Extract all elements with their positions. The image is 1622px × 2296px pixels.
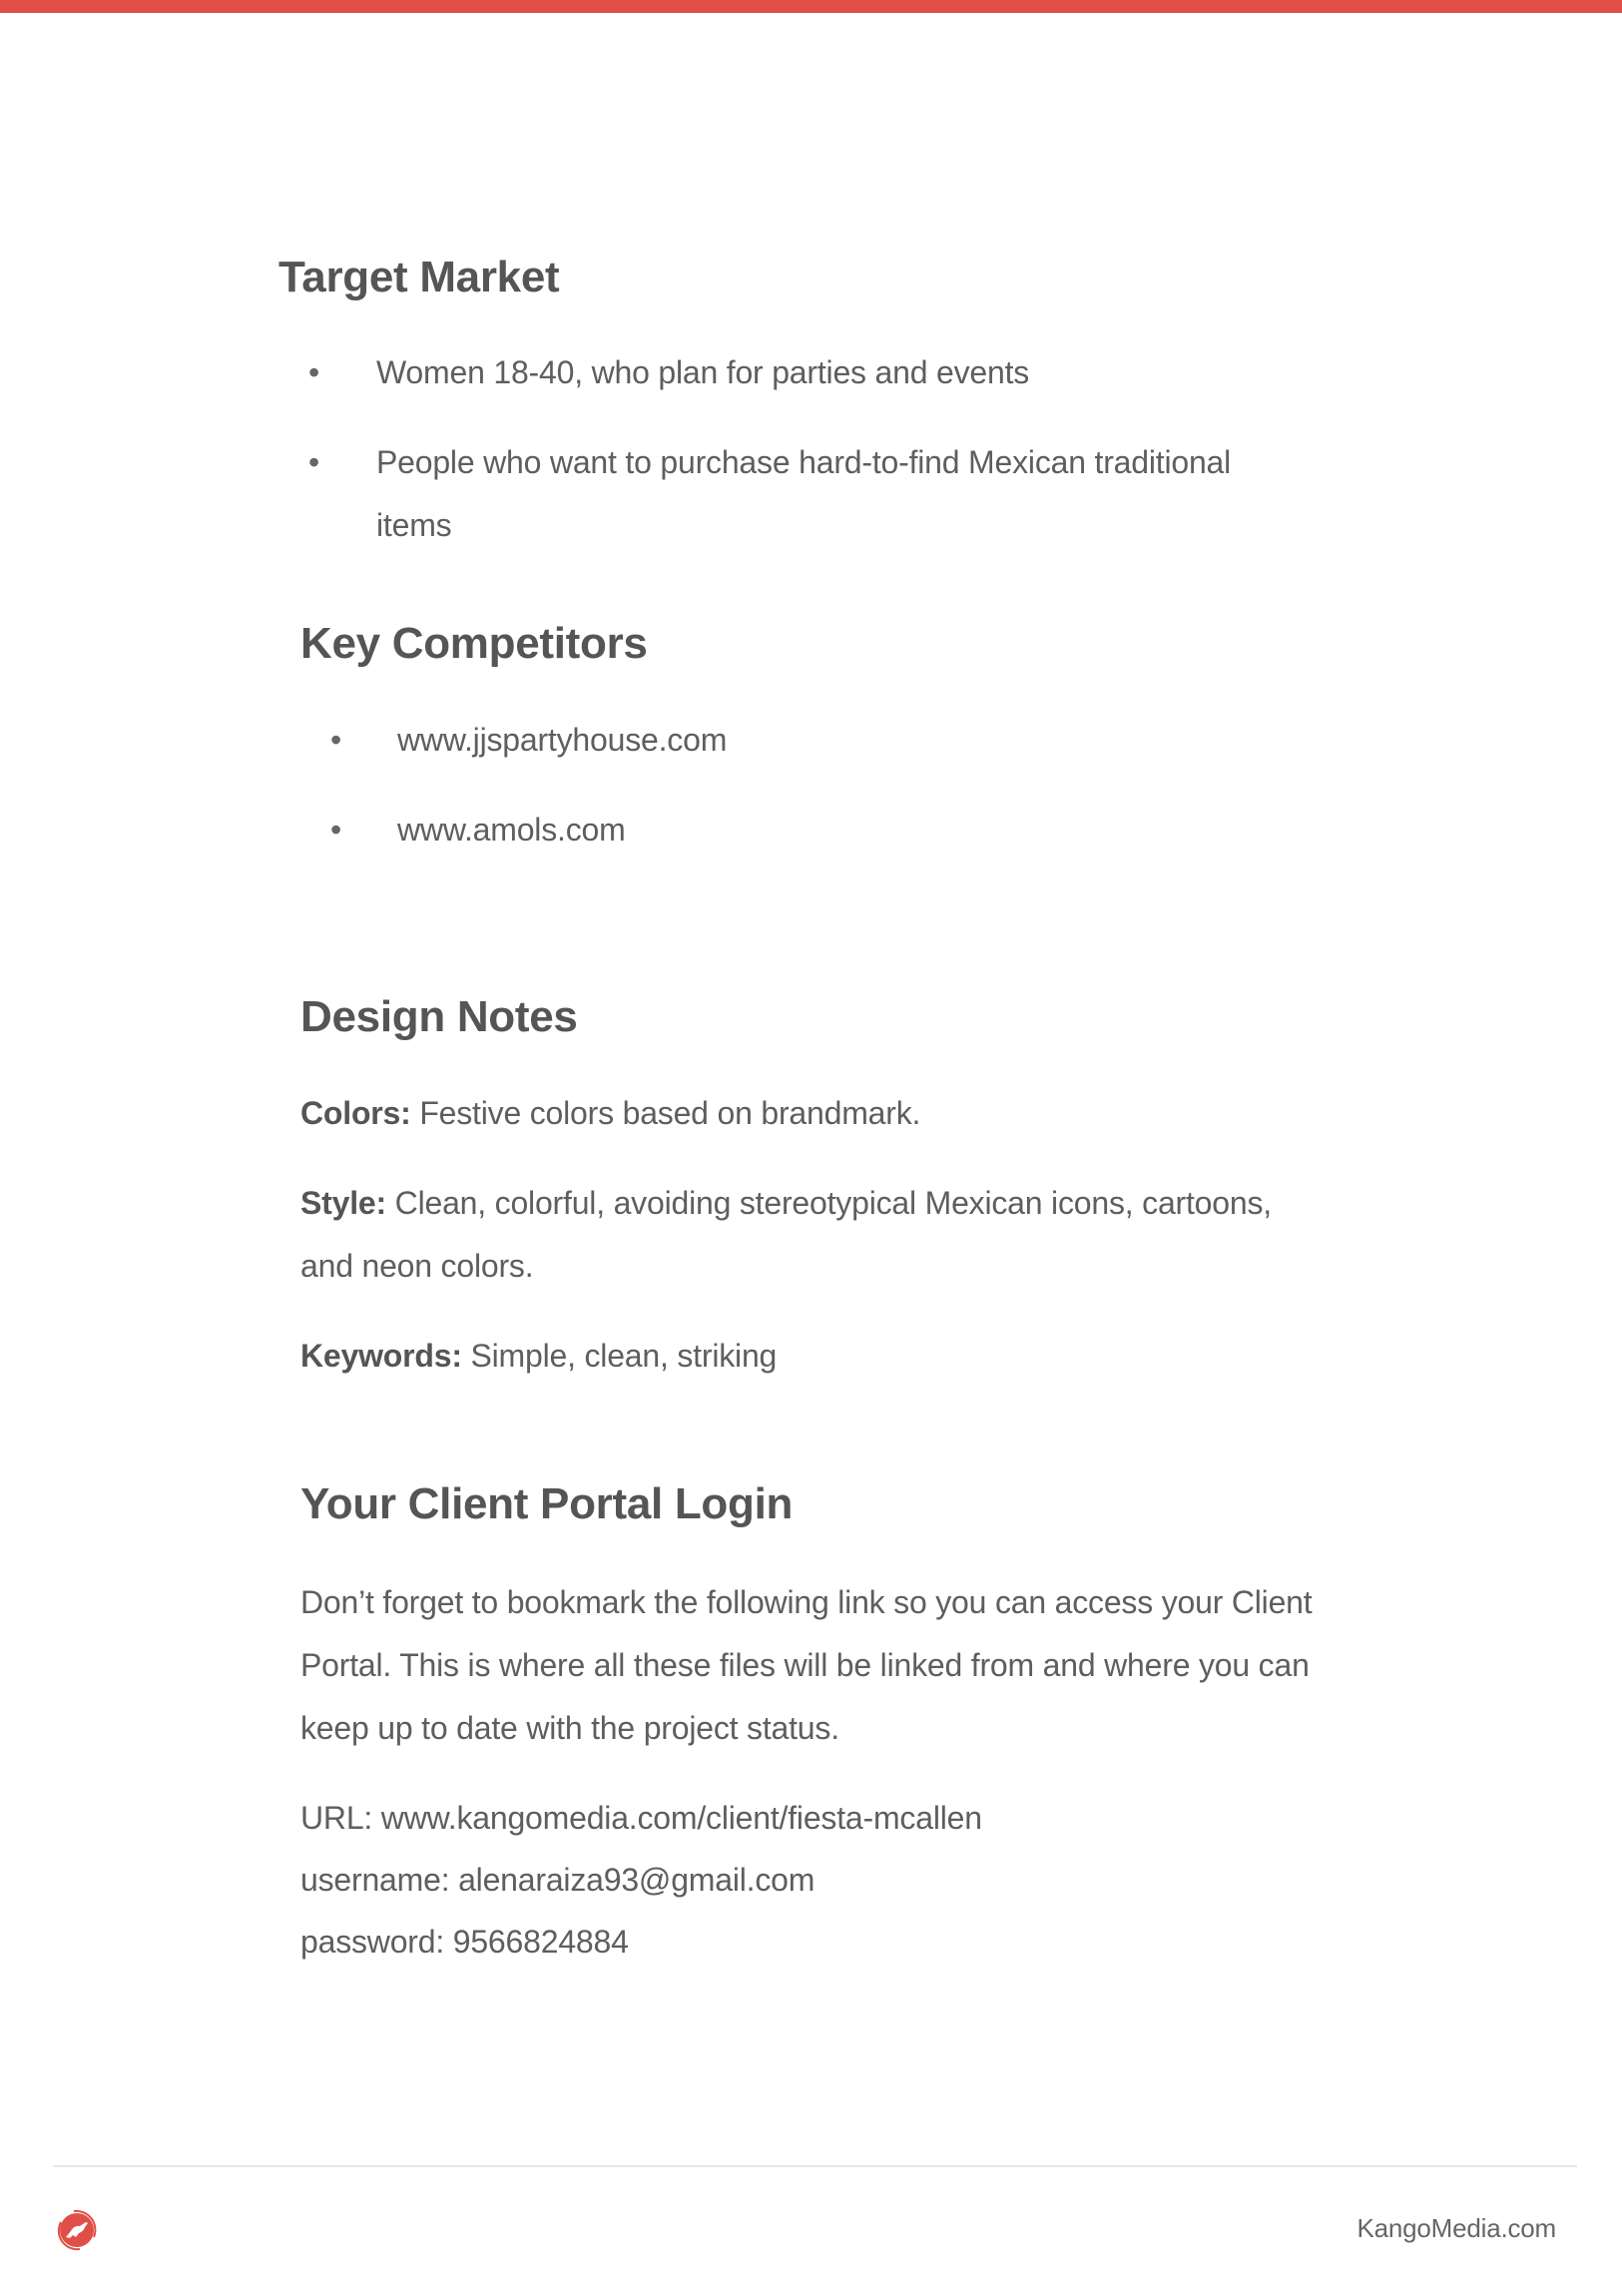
key-competitors-heading: Key Competitors <box>300 619 648 668</box>
keywords-note <box>300 1325 777 1388</box>
bullet-icon: • <box>330 812 342 848</box>
design-notes-heading: Design Notes <box>300 992 578 1041</box>
style-note <box>300 1172 1272 1235</box>
portal-username: username: alenaraiza93@gmail.com <box>300 1862 815 1898</box>
footer-site-link[interactable]: KangoMedia.com <box>1356 2213 1556 2243</box>
bullet-icon: • <box>308 354 320 390</box>
target-market-item-continuation: items <box>376 507 452 543</box>
colors-label: Colors: <box>300 1095 411 1131</box>
style-note-continuation: and neon colors. <box>300 1248 534 1284</box>
footer-divider <box>53 2165 1577 2167</box>
competitor-link[interactable]: www.amols.com <box>397 812 626 848</box>
style-value: Clean, colorful, avoiding stereotypical Mexican icons, cartoons, <box>394 1185 1272 1221</box>
keywords-label: Keywords: <box>300 1338 462 1374</box>
style-label: Style: <box>300 1185 386 1221</box>
client-portal-heading: Your Client Portal Login <box>300 1479 794 1528</box>
keywords-value: Simple, clean, striking <box>470 1338 778 1374</box>
portal-password: password: 9566824884 <box>300 1924 629 1960</box>
portal-paragraph-line: Don’t forget to bookmark the following link so you can access your Client <box>300 1584 1313 1620</box>
target-market-item: Women 18-40, who plan for parties and events <box>376 354 1030 390</box>
portal-url[interactable]: URL: www.kangomedia.com/client/fiesta-mcallen <box>300 1800 982 1836</box>
top-accent-bar <box>0 0 1622 13</box>
portal-paragraph-line: keep up to date with the project status. <box>300 1710 839 1746</box>
target-market-heading: Target Market <box>278 253 560 301</box>
bullet-icon: • <box>330 722 342 758</box>
competitor-link[interactable]: www.jjspartyhouse.com <box>397 722 728 758</box>
kangaroo-logo-icon <box>52 2204 102 2254</box>
target-market-item: People who want to purchase hard-to-find Mexican traditional <box>376 444 1232 480</box>
portal-paragraph-line: Portal. This is where all these files will be linked from and where you can <box>300 1647 1310 1683</box>
colors-value: Festive colors based on brandmark. <box>419 1095 921 1131</box>
colors-note <box>300 1082 920 1145</box>
bullet-icon: • <box>308 444 320 480</box>
